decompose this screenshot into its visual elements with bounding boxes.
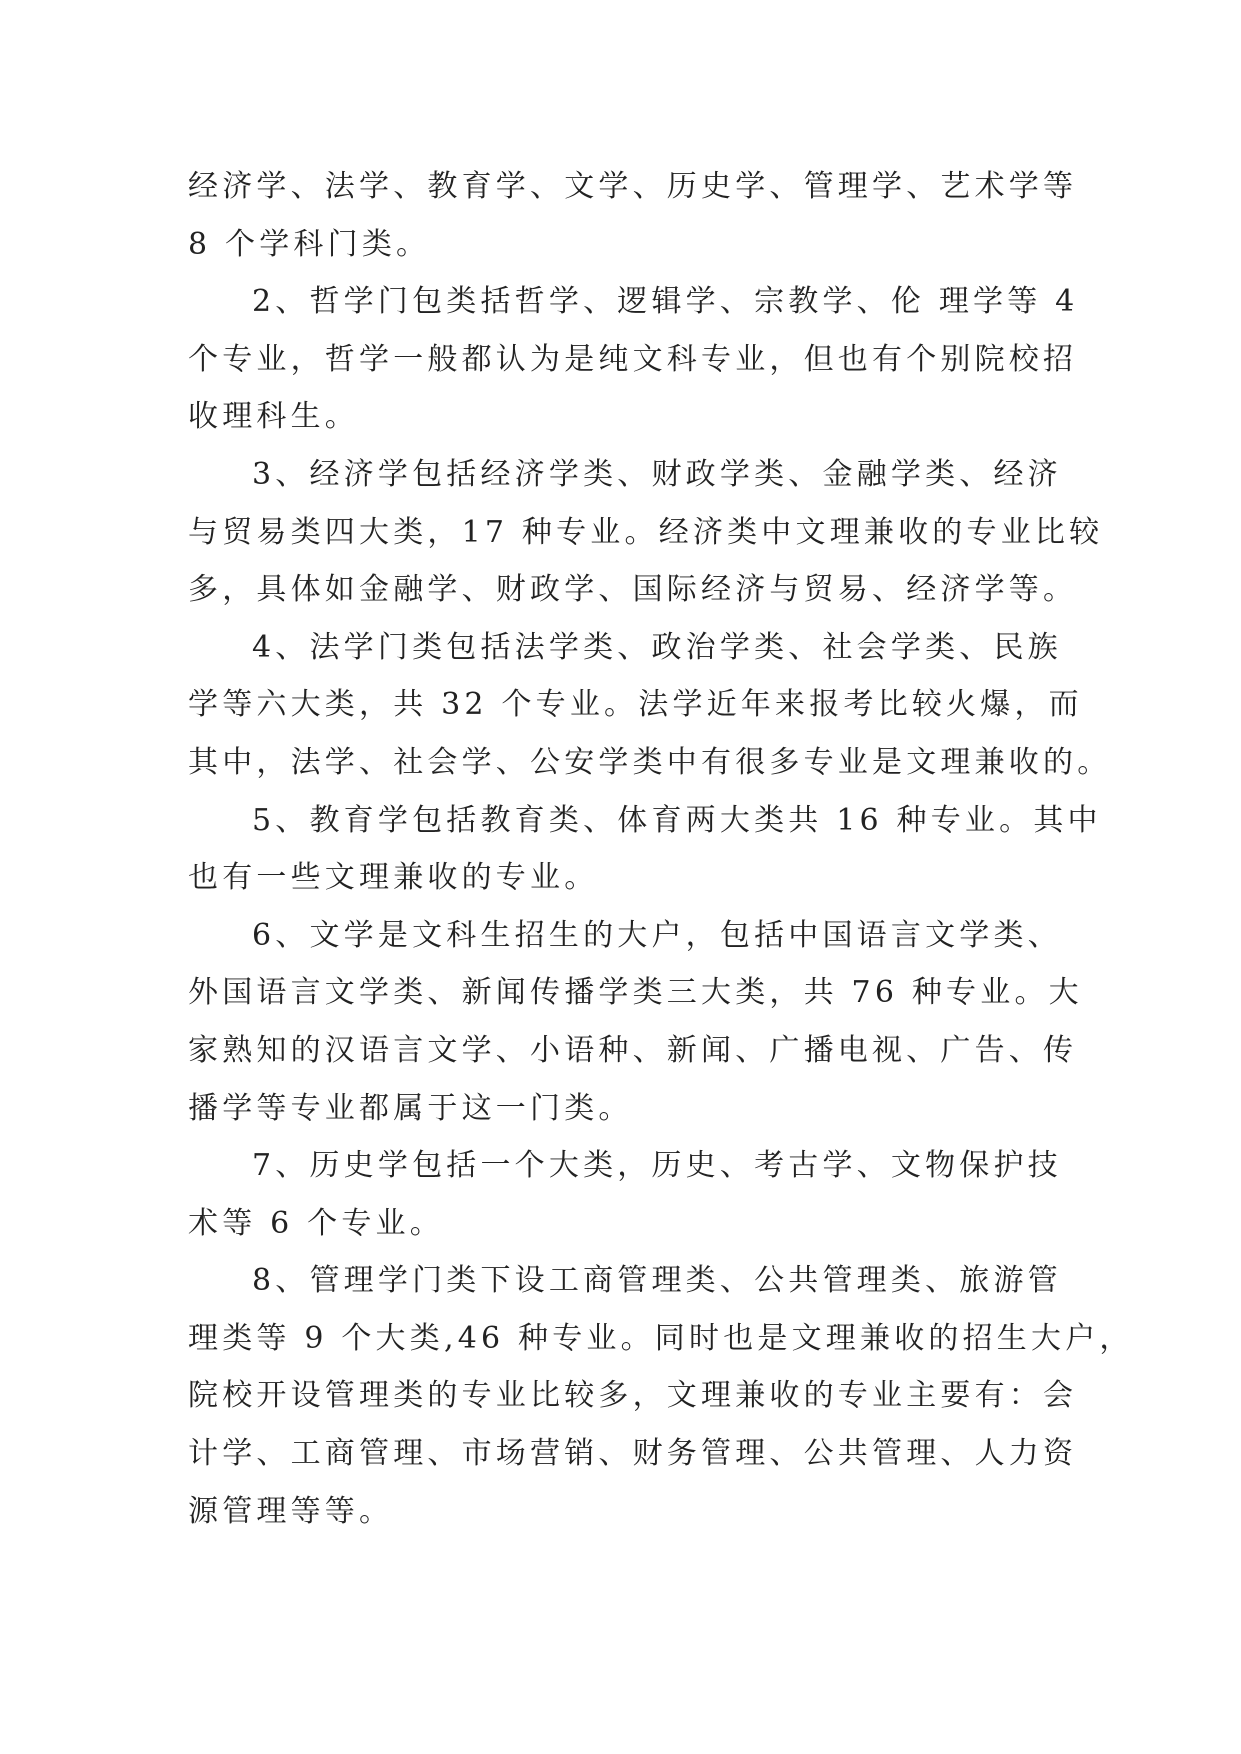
text-line: 8、管理学门类下设工商管理类、公共管理类、旅游管	[252, 1263, 1062, 1299]
text-line: 收理科生。	[188, 399, 359, 435]
text-line: 术等 6 个专业。	[188, 1205, 444, 1241]
text-line: 计学、工商管理、市场营销、财务管理、公共管理、人力资	[188, 1436, 1078, 1472]
text-line: 也有一些文理兼收的专业。	[188, 860, 599, 896]
paragraph	[188, 273, 1079, 446]
paragraph	[188, 158, 1078, 273]
text-line: 外国语言文学类、新闻传播学类三大类，共 76 种专业。大	[188, 975, 1083, 1011]
text-line: 多，具体如金融学、财政学、国际经济与贸易、经济学等。	[188, 572, 1078, 608]
text-line: 播学等专业都属于这一门类。	[188, 1090, 633, 1126]
paragraph	[188, 1137, 1062, 1252]
text-line: 经济学、法学、教育学、文学、历史学、管理学、艺术学等	[188, 169, 1078, 204]
text-line: 源管理等等。	[188, 1493, 394, 1529]
paragraph	[188, 446, 1104, 619]
paragraph	[188, 792, 1102, 907]
text-line: 6、文学是文科生招生的大户，包括中国语言文学类、	[252, 917, 1062, 953]
text-line: 2、哲学门包类括哲学、逻辑学、宗教学、伦 理学等 4	[252, 284, 1079, 320]
text-line: 7、历史学包括一个大类，历史、考古学、文物保护技	[252, 1148, 1062, 1184]
paragraph	[188, 619, 1112, 792]
paragraph	[188, 1252, 1134, 1540]
paragraph	[188, 907, 1083, 1137]
text-line: 5、教育学包括教育类、体育两大类共 16 种专业。其中	[252, 802, 1102, 838]
text-line: 3、经济学包括经济学类、财政学类、金融学类、经济	[252, 456, 1062, 492]
text-line: 学等六大类，共 32 个专业。法学近年来报考比较火爆，而	[188, 687, 1083, 723]
text-line: 与贸易类四大类，17 种专业。经济类中文理兼收的专业比较	[188, 514, 1104, 550]
text-line: 家熟知的汉语言文学、小语种、新闻、广播电视、广告、传	[188, 1032, 1078, 1068]
text-line: 理类等 9 个大类,46 种专业。同时也是文理兼收的招生大户，	[188, 1320, 1134, 1356]
text-line: 院校开设管理类的专业比较多，文理兼收的专业主要有：会	[188, 1378, 1078, 1414]
text-line: 8 个学科门类。	[188, 226, 431, 262]
text-line: 4、法学门类包括法学类、政治学类、社会学类、民族	[252, 629, 1062, 665]
text-line: 其中，法学、社会学、公安学类中有很多专业是文理兼收的。	[188, 744, 1112, 780]
document-body	[188, 158, 1134, 1540]
text-line: 个专业，哲学一般都认为是纯文科专业，但也有个别院校招	[188, 341, 1078, 377]
